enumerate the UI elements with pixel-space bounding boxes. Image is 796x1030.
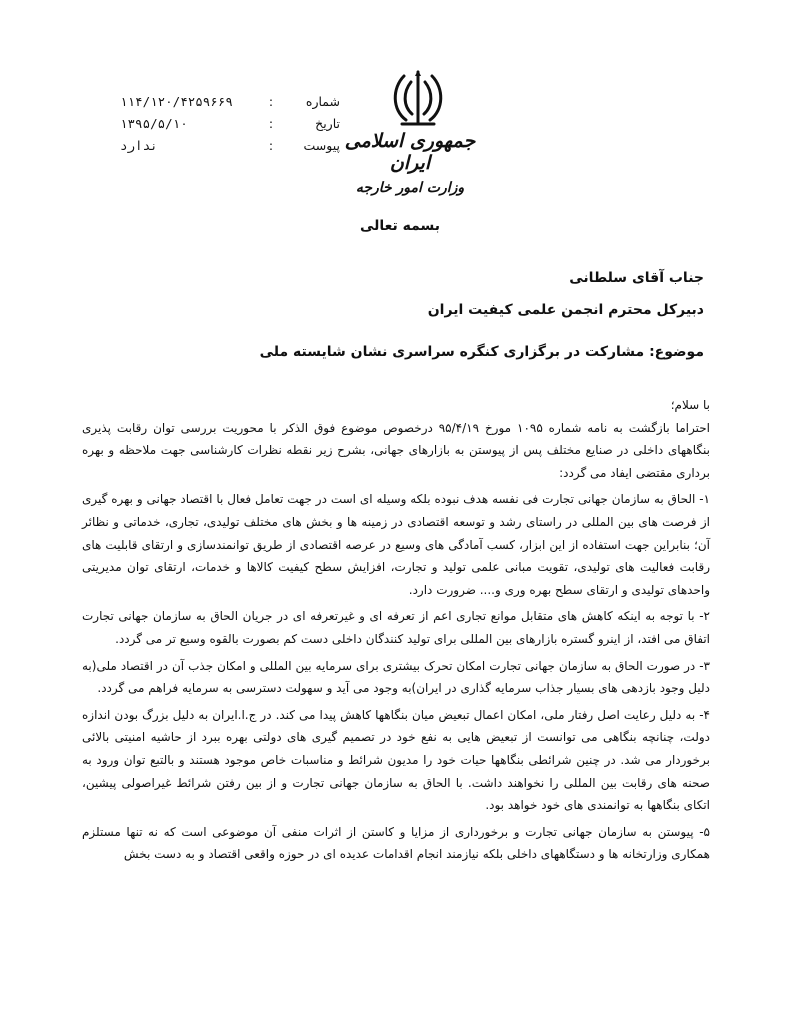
attachment-colon: :: [268, 137, 274, 153]
letter-body: [82, 382, 710, 866]
paragraph-5: ۵- پیوستن به سازمان جهانی تجارت و برخورداری از مزایا و کاستن از اثرات منفی آن موضوعی است که نه تنها مستلزم همکاری وزارتخانه ها و دستگاههای داخلی بلکه نیازمند انجام اقدامات عدیده ای در حوزه واقعی اقتصاد و به دست بخش: [82, 824, 710, 862]
ministry-name: وزارت امور خارجه: [355, 180, 465, 196]
salutation: با سلام؛: [670, 398, 710, 412]
number-label: شماره: [305, 93, 340, 109]
number-colon: :: [268, 93, 274, 109]
attachment-value: ندارد: [120, 137, 158, 153]
number-row: [120, 90, 340, 112]
date-row: [120, 112, 340, 134]
paragraph-4: ۴- به دلیل رعایت اصل رفتار ملی، امکان اعمال تبعیض میان بنگاهها کاهش پیدا می کند. در ج.ا.ایران به دلیل بزرگ بودن اندازه دولت، چنانچه بنگاهی می توانست از تبعیض هایی به نفع خود در تصمیم گیری های دولتی بهره ببرد از حاشیه امنیتی بالائی برخوردار می شد. در چنین شرائطی بنگاهها حیات خود را مدیون شرائط و مناسبات خاص موجود هستند و بالتبع توان ورود به صحنه های رقابت بین المللی را نخواهند داشت. با الحاق به سازمان جهانی تجارت و از بین رفتن شرائط غیراصولی پیشین، اتکای بنگاهها به توانمندی های خود خواهد بود.: [82, 707, 710, 813]
date-value: ۱۳۹۵/۵/۱۰: [120, 115, 188, 131]
paragraph-3: ۳- در صورت الحاق به سازمان جهانی تجارت امکان تحرک بیشتری برای سرمایه بین المللی و امکان جذب آن در اقتصاد ملی(به دلیل وجود بازدهی های بسیار جذاب سرمایه گذاری در ایران)به وجود می آید و سهولت دسترسی به سرمایه فراهم می گردد.: [82, 658, 710, 696]
date-label: تاریخ: [315, 115, 340, 131]
attachment-row: [120, 134, 340, 156]
addressee: [184, 262, 704, 326]
organization-name: جمهوری اسلامی ایران: [344, 130, 476, 174]
organization-header: [330, 130, 490, 196]
paragraph-intro: احتراما بازگشت به نامه شماره ۱۰۹۵ مورخ ۹۵/۴/۱۹ درخصوص موضوع فوق الذکر با محوریت بررسی توان رقابت پذیری بنگاههای داخلی در صنایع مختلف پس از پیوستن به بازارهای جهانی، بشرح زیر نقطه نظرات کارشناسی جهت ملاحظه و بهره برداری مقتضی ایفاد می گردد:: [82, 420, 711, 480]
number-value: ۱۱۴/۱۲۰/۴۲۵۹۶۶۹: [120, 93, 233, 109]
bismillah: بسمه تعالی: [359, 218, 441, 234]
attachment-label: پیوست: [303, 137, 340, 153]
date-colon: :: [268, 115, 274, 131]
paragraph-1: ۱- الحاق به سازمان جهانی تجارت فی نفسه هدف نبوده بلکه وسیله ای است در جهت تعامل فعال با اقتصاد جهانی و بهره گیری از فرصت های بین المللی در راستای رشد و توسعه اقتصادی در زمینه ها و بخش های مختلف تولیدی، تجاری، خدماتی و نظائر آن؛ بنابراین جهت استفاده از این ابزار، کسب آمادگی های وسیع در عرصه اقتصادی از طریق توانمندسازی و ارتقای قابلیت های رقابت فعالیت های تولیدی، تقویت مبانی علمی تولید و تجارت، افزایش سطح کیفیت کالاها و خدمات، ارتقای توان مدیریتی واحدهای تولیدی و ارتقای سطح بهره وری و.... ضرورت دارد.: [82, 492, 710, 597]
addressee-title: دبیرکل محترم انجمن علمی کیفیت ایران: [427, 302, 704, 318]
paragraph-2: ۲- با توجه به اینکه کاهش های متقابل موانع تجاری اعم از تعرفه ای و غیرتعرفه ای در جریان الحاق به سازمان جهانی تجارت اتفاق می افتد، از اینرو گستره بازارهای بین المللی برای تولید کنندگان داخلی دست کم بصورت بالقوه وسیع تر می گردد.: [82, 609, 710, 646]
iran-emblem-icon: [388, 68, 448, 130]
subject-line: موضوع: مشارکت در برگزاری کنگره سراسری نشان شایسته ملی: [259, 344, 704, 360]
addressee-name: جناب آقای سلطانی: [569, 270, 704, 286]
letter-meta: [120, 90, 340, 156]
